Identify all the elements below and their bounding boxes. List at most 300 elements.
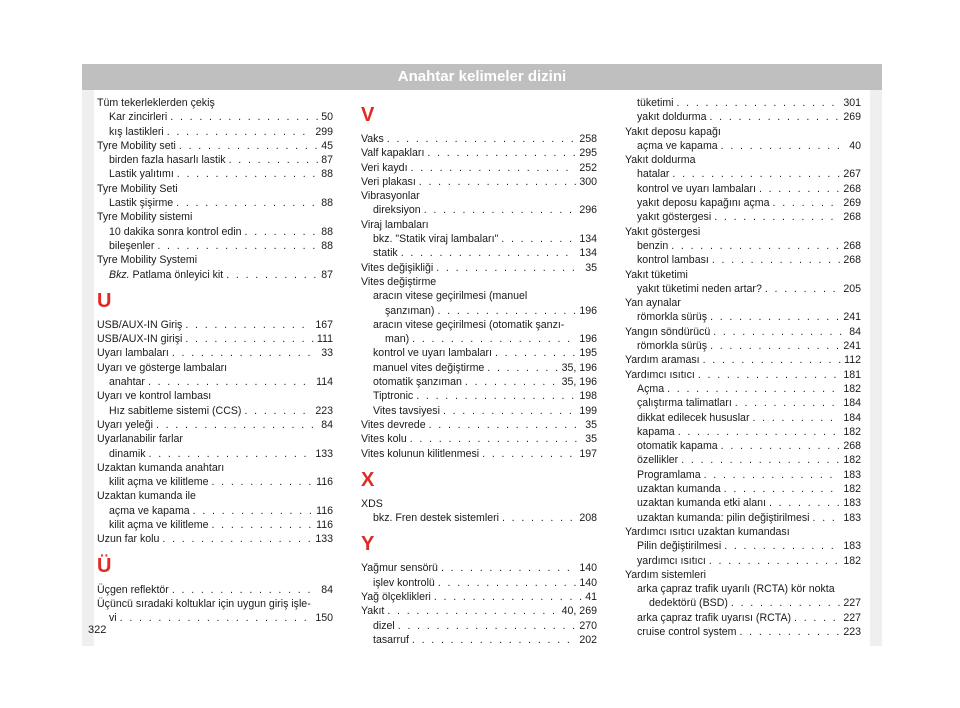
- dot-leader: [226, 268, 318, 282]
- index-entry: [625, 282, 861, 296]
- dot-leader: [436, 261, 582, 275]
- index-entry: [97, 504, 333, 518]
- entry-page-ref: 45: [321, 139, 333, 152]
- index-entry: [361, 304, 597, 318]
- entry-term: aracın vitese geçirilmesi (manuel: [373, 290, 528, 303]
- dot-leader: [759, 182, 840, 196]
- index-entry: [625, 225, 861, 239]
- index-entry: [625, 568, 861, 582]
- index-entry: [97, 518, 333, 532]
- entry-term: Tiptronic: [373, 390, 414, 403]
- entry-term: direksiyon: [373, 204, 421, 217]
- entry-term: bkz. Fren destek sistemleri: [373, 512, 499, 525]
- index-entry: [625, 110, 861, 124]
- index-entry: [625, 153, 861, 167]
- index-entry: [625, 625, 861, 639]
- index-entry: [97, 346, 333, 360]
- entry-term: Yardımcı ısıtıcı: [625, 368, 695, 381]
- dot-leader: [229, 153, 319, 167]
- index-entry: [361, 361, 597, 375]
- entry-term: Yardım sistemleri: [625, 568, 707, 581]
- entry-page-ref: 84: [849, 325, 861, 338]
- entry-page-ref: 299: [315, 125, 333, 138]
- entry-term: Yağmur sensörü: [361, 562, 438, 575]
- index-entry: [625, 368, 861, 382]
- dot-leader: [212, 518, 314, 532]
- entry-term: Vites kolunun kilitlenmesi: [361, 447, 480, 460]
- dot-leader: [671, 239, 840, 253]
- entry-term: Kar zincirleri: [109, 111, 168, 124]
- entry-page-ref: 35: [585, 433, 597, 446]
- entry-page-ref: 167: [315, 318, 333, 331]
- entry-page-ref: 88: [321, 239, 333, 252]
- index-entry: [625, 411, 861, 425]
- index-entry: [361, 404, 597, 418]
- dot-leader: [434, 590, 582, 604]
- index-entry: [625, 210, 861, 224]
- entry-term: yakıt deposu kapağını açma: [637, 197, 770, 210]
- dot-leader: [149, 447, 313, 461]
- index-entry: [625, 482, 861, 496]
- index-entry: [361, 161, 597, 175]
- entry-page-ref: 196: [579, 304, 597, 317]
- entry-term: benzin: [637, 239, 669, 252]
- index-entry: [361, 633, 597, 647]
- entry-page-ref: 199: [579, 404, 597, 417]
- entry-page-ref: 196: [579, 333, 597, 346]
- dot-leader: [487, 361, 558, 375]
- entry-term: Viraj lambaları: [361, 218, 429, 231]
- index-entry: [625, 239, 861, 253]
- entry-page-ref: 202: [579, 633, 597, 646]
- dot-leader: [713, 325, 846, 339]
- entry-term: Uzaktan kumanda ile: [97, 490, 196, 503]
- dot-leader: [813, 511, 841, 525]
- entry-term: Vites devrede: [361, 418, 426, 431]
- dot-leader: [714, 210, 840, 224]
- index-entry: [361, 218, 597, 232]
- index-entry: [361, 604, 597, 618]
- entry-page-ref: 268: [843, 182, 861, 195]
- index-entry: [625, 539, 861, 553]
- dot-leader: [677, 96, 841, 110]
- entry-term: çalıştırma talimatları: [637, 397, 732, 410]
- entry-page-ref: 183: [843, 540, 861, 553]
- entry-term: Uzaktan kumanda anahtarı: [97, 461, 225, 474]
- dot-leader: [185, 318, 312, 332]
- entry-page-ref: 150: [315, 612, 333, 625]
- section-letter: X: [361, 468, 375, 491]
- index-entry: [361, 561, 597, 575]
- entry-term: Yakıt göstergesi: [625, 225, 701, 238]
- entry-term: römorkla sürüş: [637, 340, 708, 353]
- entry-page-ref: 116: [316, 476, 333, 489]
- entry-page-ref: 133: [315, 533, 333, 546]
- dot-leader: [724, 539, 840, 553]
- index-entry: [97, 253, 333, 267]
- index-entry: [97, 375, 333, 389]
- dot-leader: [245, 225, 319, 239]
- dot-leader: [411, 161, 577, 175]
- entry-term: kilit açma ve kilitleme: [109, 519, 209, 532]
- entry-term: Yardım araması: [625, 354, 700, 367]
- entry-page-ref: 134: [579, 233, 597, 246]
- entry-see-reference: Bkz.: [109, 268, 130, 281]
- index-entry: [361, 511, 597, 525]
- index-entry: [97, 110, 333, 124]
- entry-term: kış lastikleri: [109, 125, 164, 138]
- index-entry: [97, 404, 333, 418]
- entry-term: kontrol ve uyarı lambaları: [373, 347, 492, 360]
- dot-leader: [495, 346, 576, 360]
- index-entry: [361, 418, 597, 432]
- entry-term: şanzıman): [385, 304, 435, 317]
- index-entry: [625, 511, 861, 525]
- index-entry: [625, 396, 861, 410]
- entry-page-ref: 184: [843, 397, 861, 410]
- entry-term-text: Patlama önleyici kit: [129, 268, 224, 281]
- dot-leader: [172, 583, 318, 597]
- entry-page-ref: 183: [843, 497, 861, 510]
- index-entry: [361, 189, 597, 203]
- dot-leader: [179, 139, 318, 153]
- index-entry: [361, 318, 597, 332]
- dot-leader: [501, 232, 576, 246]
- entry-term: yakıt tüketimi neden artar?: [637, 282, 762, 295]
- entry-term: Yakıt doldurma: [625, 154, 696, 167]
- index-entry: [97, 418, 333, 432]
- entry-term: Üçüncü sıradaki koltuklar için uygun giriş işle-: [97, 597, 311, 610]
- entry-term: uzaktan kumanda etki alanı: [637, 497, 766, 510]
- index-entry: [361, 619, 597, 633]
- entry-term: USB/AUX-IN girişi: [97, 333, 183, 346]
- entry-term: Yağ ölçeklikleri: [361, 591, 431, 604]
- index-entry: [361, 375, 597, 389]
- entry-term: kilit açma ve kilitleme: [109, 476, 209, 489]
- entry-term: arka çapraz trafik uyarısı (RCTA): [637, 611, 792, 624]
- index-entry: [97, 475, 333, 489]
- index-entry: [97, 611, 333, 625]
- entry-page-ref: 183: [843, 511, 861, 524]
- entry-term: Açma: [637, 382, 665, 395]
- entry-term: uzaktan kumanda: [637, 483, 721, 496]
- index-entry: [625, 196, 861, 210]
- index-entry: [625, 339, 861, 353]
- entry-term: tasarruf: [373, 633, 409, 646]
- entry-page-ref: 195: [579, 347, 597, 360]
- entry-term: açma ve kapama: [637, 139, 718, 152]
- dot-leader: [148, 375, 313, 389]
- dot-leader: [172, 346, 318, 360]
- dot-leader: [721, 139, 847, 153]
- entry-term: Tyre Mobility sistemi: [97, 211, 193, 224]
- entry-page-ref: 35: [585, 418, 597, 431]
- index-entry: [625, 496, 861, 510]
- entry-term: dikkat edilecek hususlar: [637, 411, 750, 424]
- dot-leader: [193, 504, 313, 518]
- entry-page-ref: 116: [316, 504, 333, 517]
- entry-page-ref: 258: [579, 133, 597, 145]
- entry-page-ref: 181: [843, 368, 861, 381]
- entry-page-ref: 116: [316, 519, 333, 532]
- index-entry: [625, 453, 861, 467]
- index-entry: [361, 332, 597, 346]
- index-entry: [97, 447, 333, 461]
- entry-page-ref: 182: [843, 382, 861, 395]
- dot-leader: [120, 611, 313, 625]
- index-entry: [625, 139, 861, 153]
- dot-leader: [441, 561, 576, 575]
- entry-page-ref: 197: [579, 447, 597, 460]
- dot-leader: [424, 203, 577, 217]
- index-entry: [625, 425, 861, 439]
- entry-page-ref: 41: [585, 591, 597, 604]
- entry-term: anahtar: [109, 376, 145, 389]
- entry-page-ref: 198: [579, 390, 597, 403]
- entry-term: Yan aynalar: [625, 297, 681, 310]
- index-entry: [361, 576, 597, 590]
- dot-leader: [794, 611, 840, 625]
- entry-page-ref: 269: [843, 111, 861, 124]
- entry-term: Programlama: [637, 468, 701, 481]
- entry-term: Veri plakası: [361, 175, 416, 188]
- entry-page-ref: 267: [843, 168, 861, 181]
- entry-page-ref: 88: [321, 225, 333, 238]
- entry-term: birden fazla hasarlı lastik: [109, 154, 226, 167]
- entry-term: Veri kaydı: [361, 161, 408, 174]
- entry-term: bileşenler: [109, 239, 155, 252]
- index-entry: [97, 532, 333, 546]
- entry-term: cruise control system: [637, 625, 737, 638]
- dot-leader: [443, 404, 576, 418]
- entry-term: Uyarı ve kontrol lambası: [97, 390, 212, 403]
- entry-term: Vites değişikliği: [361, 261, 434, 274]
- dot-leader: [681, 453, 840, 467]
- entry-page-ref: 182: [843, 454, 861, 467]
- dot-leader: [162, 532, 312, 546]
- entry-term: tüketimi: [637, 97, 674, 109]
- entry-term: dedektörü (BSD): [649, 597, 728, 610]
- index-entry: [625, 611, 861, 625]
- entry-term: [109, 268, 223, 282]
- dot-leader: [502, 511, 576, 525]
- index-entry: [625, 582, 861, 596]
- index-entry: [625, 268, 861, 282]
- entry-term: Yardımcı ısıtıcı uzaktan kumandası: [625, 525, 790, 538]
- dot-leader: [387, 604, 558, 618]
- entry-page-ref: 140: [579, 562, 597, 575]
- dot-leader: [721, 439, 841, 453]
- entry-page-ref: 227: [843, 611, 861, 624]
- index-entry: [97, 318, 333, 332]
- entry-page-ref: 182: [843, 483, 861, 496]
- index-entry: [97, 182, 333, 196]
- index-entry: [625, 296, 861, 310]
- dot-leader: [667, 382, 840, 396]
- index-entry: [97, 268, 333, 282]
- dot-leader: [735, 396, 841, 410]
- dot-leader: [212, 475, 314, 489]
- entry-term: yakıt doldurma: [637, 111, 707, 124]
- index-column-2: [361, 96, 597, 647]
- dot-leader: [773, 196, 841, 210]
- entry-page-ref: 184: [843, 411, 861, 424]
- dot-leader: [156, 418, 318, 432]
- index-page: [94, 90, 870, 646]
- index-entry: [625, 310, 861, 324]
- entry-term: Üçgen reflektör: [97, 583, 169, 596]
- entry-page-ref: 88: [321, 168, 333, 181]
- entry-term: Hız sabitleme sistemi (CCS): [109, 404, 242, 417]
- index-entry: [361, 132, 597, 146]
- entry-term: man): [385, 333, 410, 346]
- entry-term: açma ve kapama: [109, 504, 190, 517]
- index-entry: [361, 590, 597, 604]
- page-number: 322: [88, 624, 107, 636]
- entry-term: vi: [109, 612, 117, 625]
- entry-term: Uyarlanabilir farlar: [97, 433, 183, 446]
- index-entry: [97, 461, 333, 475]
- index-entry: [361, 497, 597, 511]
- entry-term: statik: [373, 247, 398, 260]
- dot-leader: [412, 633, 576, 647]
- entry-term: Vites kolu: [361, 433, 407, 446]
- index-entry: [625, 353, 861, 367]
- entry-page-ref: 35, 196: [561, 361, 597, 374]
- entry-page-ref: 134: [579, 247, 597, 260]
- index-entry: [625, 382, 861, 396]
- entry-page-ref: 241: [843, 340, 861, 353]
- entry-term: hatalar: [637, 168, 670, 181]
- entry-term: kontrol ve uyarı lambaları: [637, 182, 756, 195]
- dot-leader: [465, 375, 559, 389]
- entry-term: bkz. "Statik viraj lambaları": [373, 233, 499, 246]
- index-entry: [97, 239, 333, 253]
- dot-leader: [769, 496, 840, 510]
- entry-term: işlev kontrolü: [373, 576, 435, 589]
- entry-term: yakıt göstergesi: [637, 211, 712, 224]
- entry-page-ref: 84: [321, 583, 333, 596]
- index-entry: [361, 175, 597, 189]
- entry-page-ref: 40: [849, 139, 861, 152]
- dot-leader: [419, 175, 577, 189]
- entry-term: aracın vitese geçirilmesi (otomatik şanzı-: [373, 318, 565, 331]
- entry-term: Yangın söndürücü: [625, 325, 711, 338]
- section-letter: V: [361, 104, 375, 126]
- entry-term: 10 dakika sonra kontrol edin: [109, 225, 242, 238]
- entry-page-ref: 301: [843, 97, 861, 109]
- entry-term: Tyre Mobility Seti: [97, 182, 178, 195]
- entry-page-ref: 268: [843, 440, 861, 453]
- section-letter: Y: [361, 533, 375, 556]
- dot-leader: [712, 253, 840, 267]
- dot-leader: [672, 167, 840, 181]
- entry-page-ref: 111: [316, 333, 333, 346]
- entry-term: manuel vites değiştirme: [373, 361, 485, 374]
- entry-term: kontrol lambası: [637, 254, 709, 267]
- entry-page-ref: 269: [843, 197, 861, 210]
- dot-leader: [427, 146, 576, 160]
- entry-term: Uyarı lambaları: [97, 347, 169, 360]
- index-title: Anahtar kelimeler dizini: [82, 64, 882, 90]
- index-entry: [97, 361, 333, 375]
- entry-term: arka çapraz trafik uyarılı (RCTA) kör nokta: [637, 583, 835, 596]
- entry-page-ref: 270: [579, 619, 597, 632]
- dot-leader: [401, 246, 577, 260]
- dot-leader: [176, 196, 318, 210]
- index-entry: [625, 596, 861, 610]
- entry-page-ref: 252: [579, 161, 597, 174]
- dot-leader: [437, 304, 576, 318]
- index-entry: [361, 261, 597, 275]
- index-entry: [361, 203, 597, 217]
- dot-leader: [482, 447, 576, 461]
- dot-leader: [724, 482, 841, 496]
- entry-term: Valf kapakları: [361, 147, 425, 160]
- entry-page-ref: 114: [316, 376, 333, 389]
- dot-leader: [429, 418, 583, 432]
- entry-term: Yakıt deposu kapağı: [625, 125, 721, 138]
- index-entry: [625, 167, 861, 181]
- entry-page-ref: 241: [843, 311, 861, 324]
- entry-page-ref: 140: [579, 576, 597, 589]
- entry-page-ref: 50: [321, 111, 333, 124]
- entry-term: Lastik şişirme: [109, 197, 174, 210]
- index-entry: [361, 432, 597, 446]
- dot-leader: [416, 389, 576, 403]
- dot-leader: [438, 576, 576, 590]
- dot-leader: [765, 282, 840, 296]
- entry-page-ref: 84: [321, 418, 333, 431]
- index-entry: [97, 96, 333, 110]
- entry-page-ref: 268: [843, 211, 861, 224]
- entry-page-ref: 88: [321, 197, 333, 210]
- entry-page-ref: 268: [843, 254, 861, 267]
- index-entry: [97, 432, 333, 446]
- dot-leader: [704, 468, 841, 482]
- index-entry: [625, 468, 861, 482]
- index-entry: [625, 325, 861, 339]
- index-entry: [97, 583, 333, 597]
- index-entry: [97, 389, 333, 403]
- index-entry: [625, 125, 861, 139]
- dot-leader: [752, 411, 840, 425]
- index-entry: [361, 275, 597, 289]
- index-entry: [97, 167, 333, 181]
- entry-page-ref: 33: [321, 347, 333, 360]
- entry-term: USB/AUX-IN Giriş: [97, 318, 183, 331]
- entry-term: özellikler: [637, 454, 679, 467]
- index-entry: [97, 597, 333, 611]
- entry-page-ref: 223: [315, 404, 333, 417]
- dot-leader: [157, 239, 318, 253]
- entry-page-ref: 35, 196: [561, 376, 597, 389]
- index-entry: [97, 225, 333, 239]
- entry-page-ref: 133: [315, 447, 333, 460]
- dot-leader: [177, 167, 318, 181]
- entry-term: kapama: [637, 425, 675, 438]
- entry-term: Tüm tekerleklerden çekiş: [97, 97, 215, 109]
- index-entry: [97, 489, 333, 503]
- index-entry: [625, 554, 861, 568]
- entry-term: Uyarı yeleği: [97, 418, 153, 431]
- index-entry: [361, 447, 597, 461]
- dot-leader: [412, 332, 576, 346]
- dot-leader: [167, 125, 313, 139]
- entry-page-ref: 87: [321, 268, 333, 281]
- entry-term: dizel: [373, 619, 395, 632]
- index-entry: [97, 196, 333, 210]
